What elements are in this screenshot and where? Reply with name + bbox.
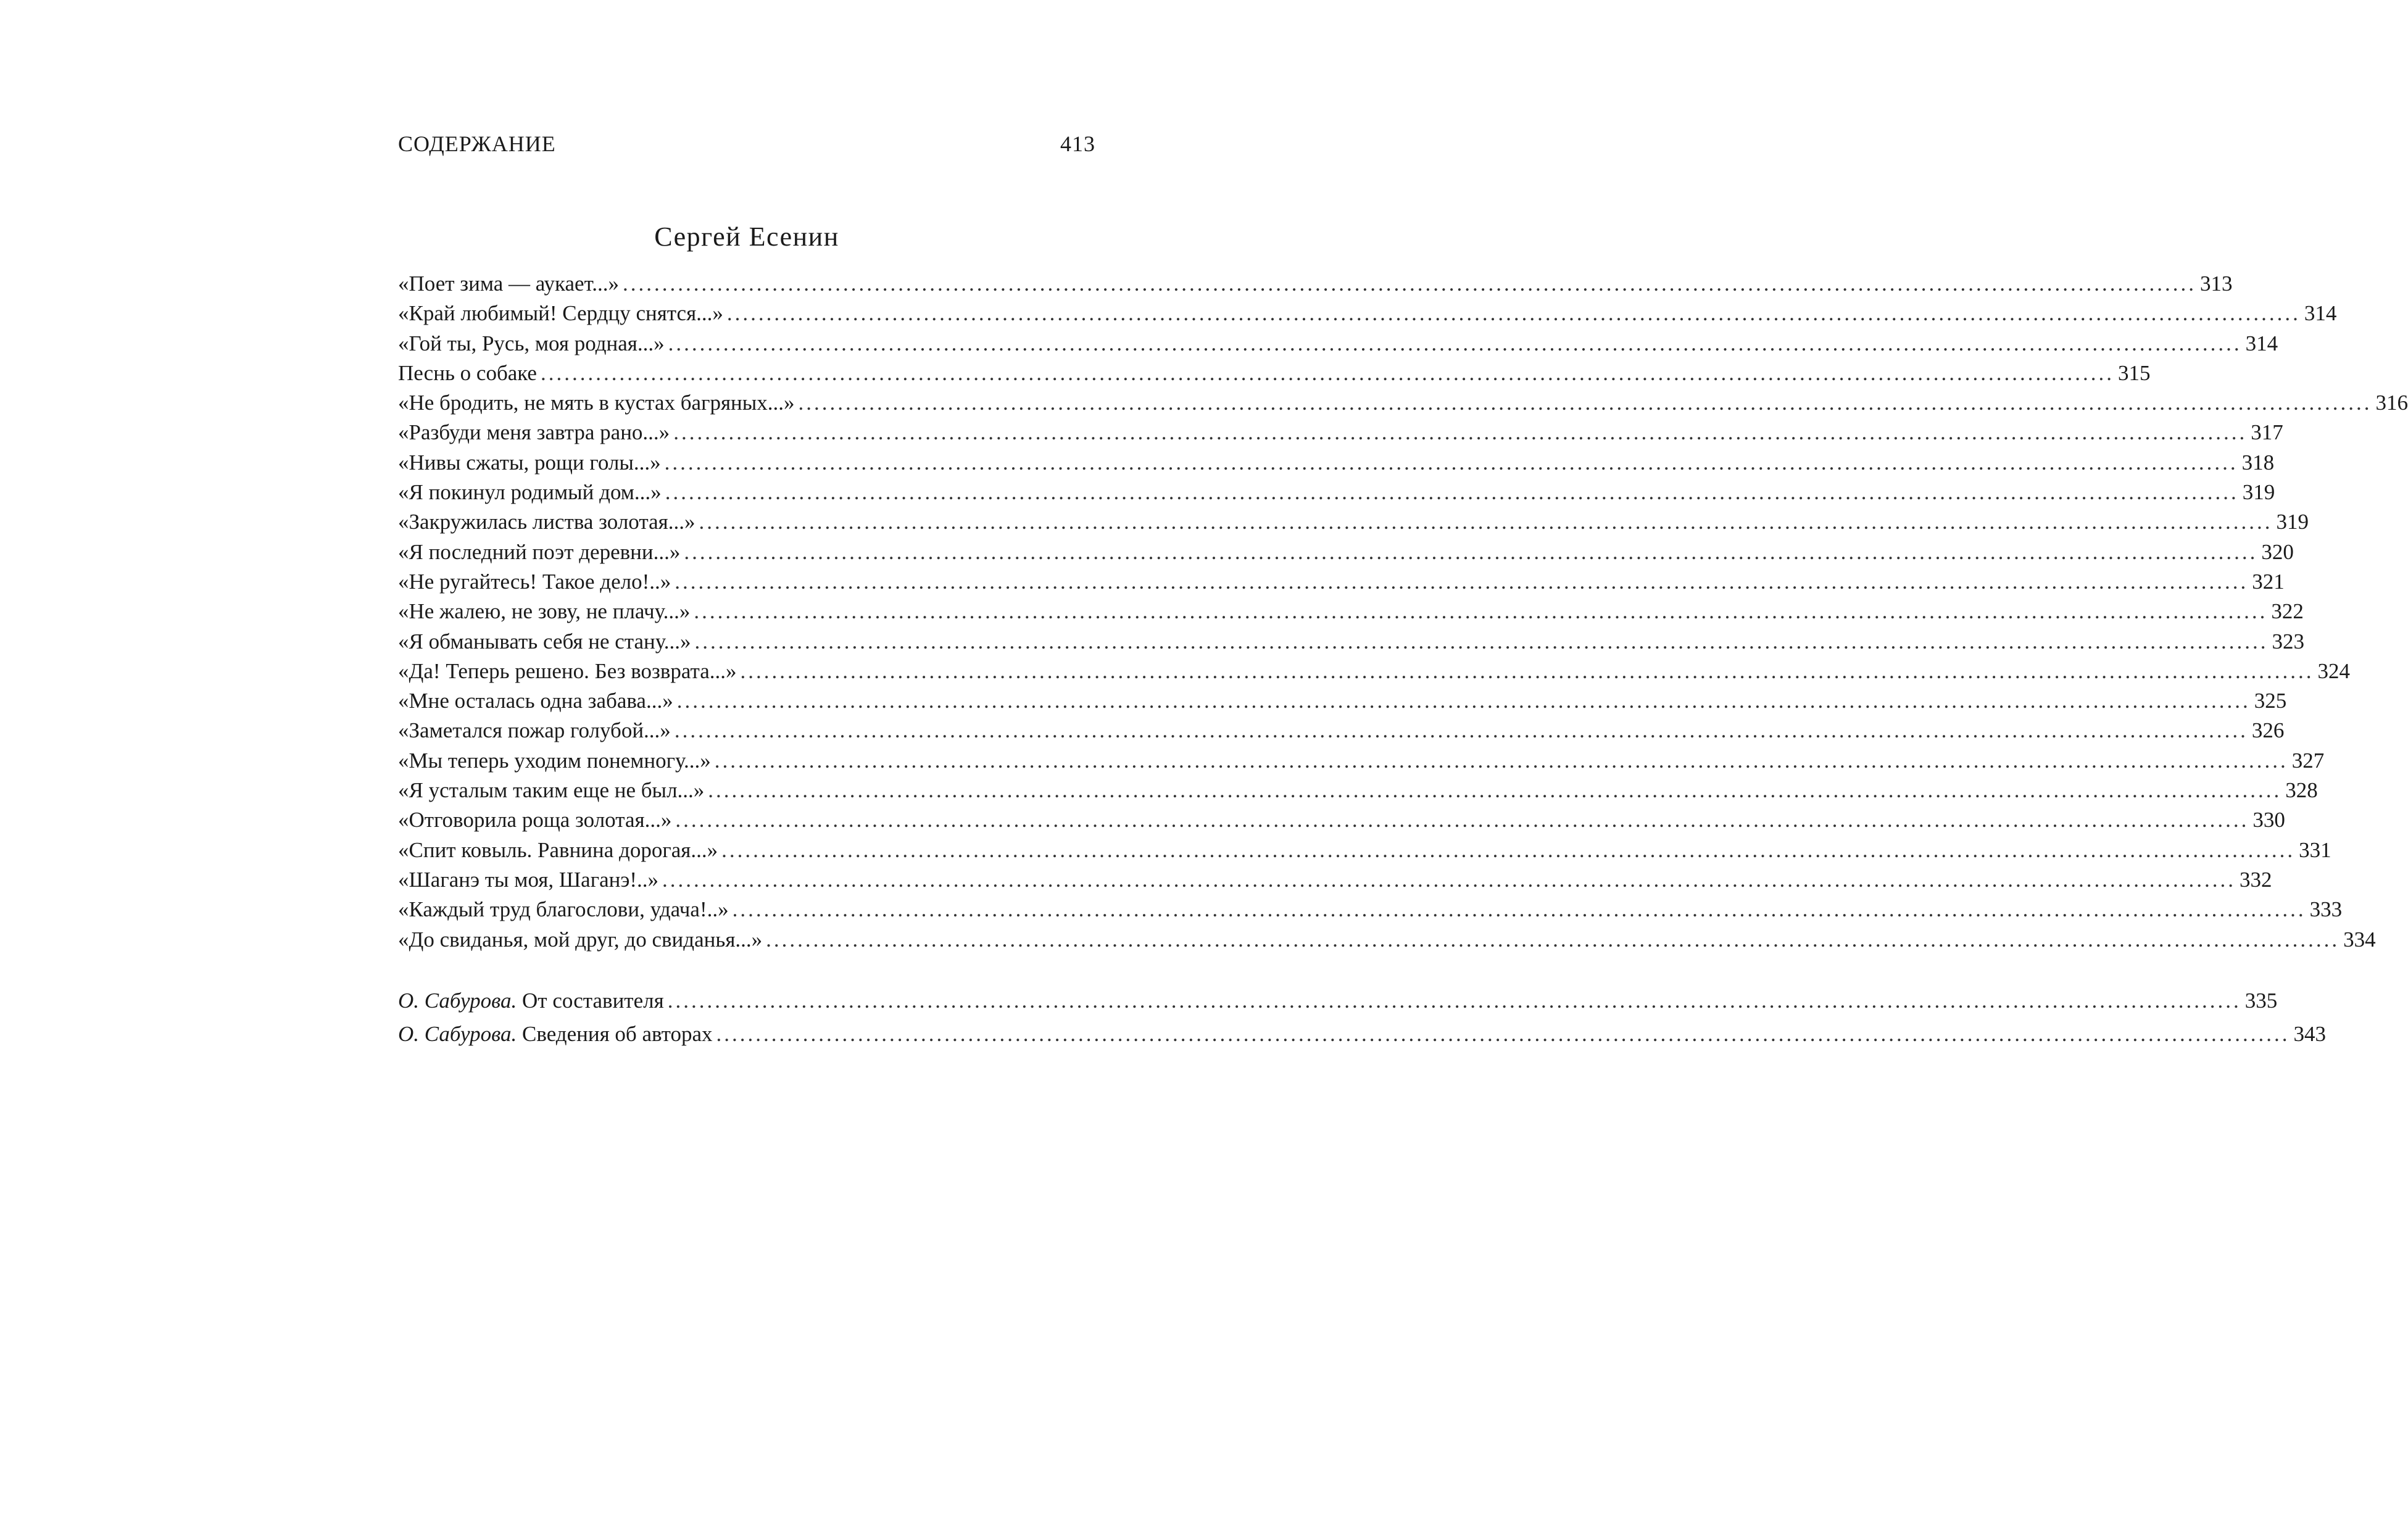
toc-entry	[398, 865, 2272, 895]
toc-entry	[398, 805, 2285, 835]
toc-leader: ........................................................................................................................................................................................................	[684, 539, 2258, 564]
toc-entry	[398, 418, 2283, 447]
toc-extra-author: О. Сабурова.	[398, 1021, 517, 1046]
running-head	[398, 131, 1095, 164]
toc-entry-page: 318	[2241, 450, 2275, 475]
toc-leader: ........................................................................................................................................................................................................	[766, 927, 2340, 952]
toc-entry-title: «Мы теперь уходим понемногу...»	[398, 748, 711, 773]
toc-extra-title: Сведения об авторах	[522, 1021, 713, 1046]
toc-entry	[398, 269, 2233, 299]
toc-entry-title: «Разбуди меня завтра рано...»	[398, 420, 670, 445]
toc-entry-title: «Спит ковыль. Равнина дорогая...»	[398, 837, 718, 862]
toc-entry-page: 313	[2200, 272, 2233, 296]
toc-entry-page: 316	[2375, 391, 2408, 415]
toc-extra-title-group	[398, 984, 664, 1018]
running-head-page-number: 413	[1060, 131, 1095, 156]
toc-extra-entry	[398, 984, 2278, 1018]
toc-entry-page: 334	[2343, 927, 2376, 952]
toc-entry-page: 328	[2285, 778, 2318, 803]
toc-leader: ........................................................................................................................................................................................................	[675, 808, 2249, 832]
toc-leader: ........................................................................................................................................................................................................	[662, 867, 2236, 892]
toc-entry-title: «Я усталым таким еще не был...»	[398, 778, 705, 803]
toc-entry-title: «Заметался пожар голубой...»	[398, 718, 671, 743]
toc-entry-page: 315	[2117, 360, 2151, 385]
toc-entry-title: «Я обманывать себя не стану...»	[398, 629, 691, 653]
toc-entry-title: «Шаганэ ты моя, Шаганэ!..»	[398, 867, 659, 892]
toc-entry	[398, 299, 2337, 328]
toc-entry	[398, 746, 2325, 776]
toc-entry-title: «Не жалею, не зову, не плачу...»	[398, 599, 691, 624]
toc-leader: ........................................................................................................................................................................................................	[798, 391, 2372, 415]
toc-leader: ........................................................................................................................................................................................................	[740, 658, 2314, 683]
toc-entry	[398, 478, 2275, 507]
toc-leader: ........................................................................................................................................................................................................	[674, 718, 2248, 743]
toc-entry	[398, 657, 2351, 686]
toc-entry-title: «Я покинул родимый дом...»	[398, 480, 662, 505]
toc-entry-title: «Край любимый! Сердцу снятся...»	[398, 301, 723, 326]
toc-entry	[398, 537, 2294, 567]
toc-entry-title: «Да! Теперь решено. Без возврата...»	[398, 658, 737, 683]
toc-entry-title: «Поет зима — аукает...»	[398, 272, 619, 296]
toc-entry-page: 314	[2304, 301, 2337, 326]
toc-leader: ........................................................................................................................................................................................................	[665, 480, 2239, 505]
toc-extra-entry	[398, 1018, 2327, 1051]
toc-leader: ........................................................................................................................................................................................................	[708, 778, 2282, 803]
toc-extra-title: От составителя	[522, 988, 664, 1013]
toc-entry	[398, 716, 2285, 745]
toc-entry-title: «Не ругайтесь! Такое дело!..»	[398, 569, 671, 594]
toc-entry	[398, 836, 2331, 865]
toc-entry-page: 324	[2317, 658, 2351, 683]
toc-entry-title: «Отговорила роща золотая...»	[398, 808, 672, 832]
toc-extra-page: 343	[2293, 1021, 2327, 1046]
toc-entry-page: 319	[2276, 510, 2309, 534]
toc-entry	[398, 627, 2305, 657]
toc-entry-title: «Каждый труд благослови, удача!..»	[398, 897, 729, 922]
toc-entry-page: 332	[2240, 867, 2272, 892]
toc-entry-page: 317	[2251, 420, 2283, 445]
page-content	[398, 131, 2408, 1051]
toc-entry	[398, 895, 2343, 924]
toc-entry-page: 330	[2252, 808, 2285, 832]
toc-entry-page: 320	[2261, 539, 2294, 564]
toc-entry-title: «До свиданья, мой друг, до свиданья...»	[398, 927, 763, 952]
toc-extra-author: О. Сабурова.	[398, 988, 517, 1013]
toc-entry-title: «Нивы сжаты, рощи голы...»	[398, 450, 661, 475]
toc-entry-title: «Закружилась листва золотая...»	[398, 510, 695, 534]
toc-entry-page: 322	[2271, 599, 2304, 624]
toc-leader: ........................................................................................................................................................................................................	[694, 599, 2268, 624]
toc-entry	[398, 567, 2285, 597]
toc-entry-title: Песнь о собаке	[398, 360, 537, 385]
toc-entry	[398, 448, 2275, 478]
toc-entry-page: 325	[2254, 689, 2287, 713]
toc-leader: ........................................................................................................................................................................................................	[673, 420, 2248, 445]
toc-entry	[398, 329, 2278, 359]
toc-leader: ........................................................................................................................................................................................................	[726, 301, 2301, 326]
toc-entry-page: 319	[2242, 480, 2275, 505]
toc-leader: ........................................................................................................................................................................................................	[716, 1021, 2290, 1046]
toc-entry-page: 323	[2272, 629, 2305, 653]
toc-entry-page: 327	[2291, 748, 2325, 773]
toc-entry	[398, 925, 2376, 955]
toc-leader: ........................................................................................................................................................................................................	[623, 272, 2196, 296]
toc-entry	[398, 686, 2287, 716]
toc-entry-page: 326	[2251, 718, 2285, 743]
toc-leader: ........................................................................................................................................................................................................	[694, 629, 2269, 653]
toc-extra-title-group	[398, 1018, 713, 1051]
toc-leader: ........................................................................................................................................................................................................	[699, 510, 2273, 534]
toc-leader: ........................................................................................................................................................................................................	[540, 360, 2114, 385]
toc-leader: ........................................................................................................................................................................................................	[676, 689, 2251, 713]
toc-entry	[398, 597, 2304, 626]
toc-entry-page: 314	[2245, 331, 2278, 355]
toc-entry	[398, 507, 2309, 537]
toc-entry-page: 331	[2299, 837, 2331, 862]
toc-entry	[398, 359, 2151, 388]
toc-leader: ........................................................................................................................................................................................................	[668, 331, 2242, 355]
running-head-title: СОДЕРЖАНИЕ	[398, 131, 556, 156]
toc-entry-page: 333	[2309, 897, 2343, 922]
toc-leader: ........................................................................................................................................................................................................	[664, 450, 2238, 475]
toc-entry-title: «Не бродить, не мять в кустах багряных...»	[398, 391, 795, 415]
toc-list	[398, 269, 2408, 955]
toc-leader: ........................................................................................................................................................................................................	[732, 897, 2306, 922]
toc-entry-title: «Мне осталась одна забава...»	[398, 689, 673, 713]
toc-entry-title: «Я последний поэт деревни...»	[398, 539, 681, 564]
toc-extra-page: 335	[2244, 988, 2278, 1013]
toc-entry	[398, 388, 2408, 418]
toc-entry-title: «Гой ты, Русь, моя родная...»	[398, 331, 665, 355]
toc-entry-page: 321	[2252, 569, 2285, 594]
toc-extra-list	[398, 984, 2327, 1051]
toc-leader: ........................................................................................................................................................................................................	[721, 837, 2296, 862]
section-title: Сергей Есенин	[654, 222, 839, 252]
toc-leader: ........................................................................................................................................................................................................	[714, 748, 2288, 773]
toc-entry	[398, 776, 2318, 805]
toc-leader: ........................................................................................................................................................................................................	[667, 988, 2241, 1013]
toc-leader: ........................................................................................................................................................................................................	[675, 569, 2249, 594]
